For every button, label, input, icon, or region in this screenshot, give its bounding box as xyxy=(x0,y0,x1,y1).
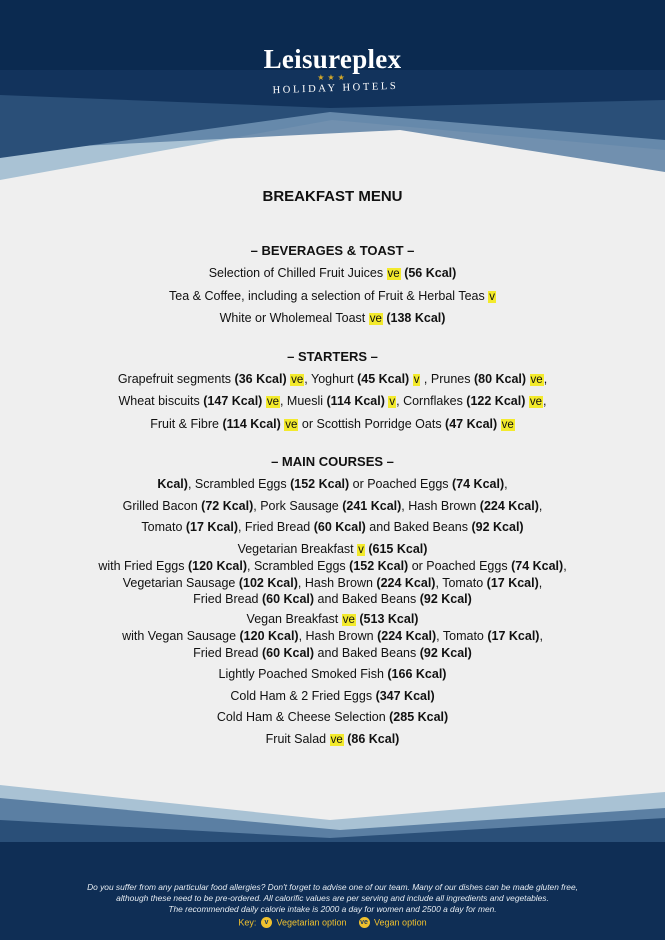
calorie-value: (120 Kcal) xyxy=(187,559,248,573)
allergy-notice xyxy=(0,882,665,915)
vegetarian-badge: v xyxy=(413,373,420,386)
calorie-value: Kcal) xyxy=(157,477,188,491)
calorie-value: (47 Kcal) xyxy=(445,416,498,431)
menu-line: Selection of Chilled Fruit Juices ve (56 Kcal) xyxy=(208,266,457,280)
calorie-value: (102 Kcal) xyxy=(238,575,298,590)
calorie-value: (138 Kcal) xyxy=(386,311,446,325)
section-title: – BEVERAGES & TOAST – xyxy=(250,243,415,258)
menu-line: Wheat biscuits (147 Kcal) ve, Muesli (114 Kcal) v, Cornflakes (122 Kcal) ve, xyxy=(118,394,547,408)
menu-line: Lightly Poached Smoked Fish (166 Kcal) xyxy=(218,667,447,681)
vegan-badge: ve xyxy=(369,313,382,325)
calorie-value: (17 Kcal) xyxy=(487,629,540,643)
section-main-courses xyxy=(0,454,665,751)
brand-subtitle: HOLIDAY HOTELS xyxy=(272,80,399,97)
calorie-value: (122 Kcal) xyxy=(466,394,526,408)
section-title: – STARTERS – xyxy=(287,348,378,364)
calorie-value: (166 Kcal) xyxy=(387,667,447,681)
key-item-label: Vegan option xyxy=(374,917,427,928)
vegan-badge: ve xyxy=(266,396,279,408)
vegan-badge: ve xyxy=(501,418,514,431)
calorie-value: (74 Kcal) xyxy=(511,559,564,573)
menu-title: BREAKFAST MENU xyxy=(262,188,403,205)
vegan-badge: ve xyxy=(342,613,355,626)
calorie-value: (92 Kcal) xyxy=(419,645,472,660)
calorie-value: (60 Kcal) xyxy=(261,645,315,660)
calorie-value: (114 Kcal) xyxy=(326,394,385,408)
footer-line: The recommended daily calorie intake is 2000 a day for women and 2500 a day for men. xyxy=(168,904,497,914)
calorie-value: (17 Kcal) xyxy=(185,520,238,534)
menu-line: Grapefruit segments (36 Kcal) ve, Yoghurt (45 Kcal) v , Prunes (80 Kcal) ve, xyxy=(117,371,548,386)
calorie-value: (60 Kcal) xyxy=(261,592,315,606)
vegetarian-badge: v xyxy=(489,290,495,303)
calorie-value: (347 Kcal) xyxy=(375,688,435,703)
vegan-icon: ve xyxy=(360,919,368,927)
calorie-value: (60 Kcal) xyxy=(313,520,366,534)
menu-line: Fried Bread (60 Kcal) and Baked Beans (92 Kcal) xyxy=(193,645,472,660)
calorie-value: (152 Kcal) xyxy=(349,559,409,573)
vegetarian-badge: v xyxy=(389,396,396,408)
calorie-value: (241 Kcal) xyxy=(342,498,402,513)
brand-logo xyxy=(0,44,665,97)
brand-name: Leisureplex xyxy=(263,44,402,74)
menu-line: Fruit & Fibre (114 Kcal) ve or Scottish Porridge Oats (47 Kcal) ve xyxy=(150,416,514,431)
calorie-value: (224 Kcal) xyxy=(376,575,436,590)
menu-line: Vegetarian Breakfast v (615 Kcal) xyxy=(237,541,428,556)
vegan-badge: ve xyxy=(530,373,543,386)
calorie-value: (36 Kcal) xyxy=(234,371,287,386)
menu-line: Grilled Bacon (72 Kcal), Pork Sausage (241 Kcal), Hash Brown (224 Kcal), xyxy=(122,498,543,513)
dietary-key xyxy=(0,917,665,928)
menu-body xyxy=(0,188,665,769)
menu-line: Vegetarian Sausage (102 Kcal), Hash Brown (224 Kcal), Tomato (17 Kcal), xyxy=(122,575,543,590)
calorie-value: (92 Kcal) xyxy=(471,520,524,534)
vegan-badge: ve xyxy=(330,733,343,746)
vegetarian-badge: v xyxy=(358,543,364,556)
calorie-value: (86 Kcal) xyxy=(347,731,400,746)
vegan-badge: ve xyxy=(387,268,400,280)
vegetarian-icon: v xyxy=(261,917,272,928)
calorie-value: (17 Kcal) xyxy=(486,575,539,590)
calorie-value: (285 Kcal) xyxy=(389,710,449,724)
menu-line: Tea & Coffee, including a selection of Fruit & Herbal Teas v xyxy=(169,288,495,303)
menu-line: Kcal), Scrambled Eggs (152 Kcal) or Poached Eggs (74 Kcal), xyxy=(157,477,508,491)
key-label: Key: xyxy=(238,917,257,928)
menu-line: with Fried Eggs (120 Kcal), Scrambled Eggs (152 Kcal) or Poached Eggs (74 Kcal), xyxy=(98,559,567,573)
calorie-value: (72 Kcal) xyxy=(201,498,254,513)
footer-line: Do you suffer from any particular food allergies? Don't forget to advise one of our team. Many of our dishes can be made gluten free, xyxy=(87,882,578,892)
key-item-label: Vegetarian option xyxy=(276,917,347,928)
footer-line: although these need to be pre-ordered. All calorific values are per serving and include all ingredients and vegetables. xyxy=(116,893,549,903)
calorie-value: (224 Kcal) xyxy=(479,498,539,513)
menu-line: Fried Bread (60 Kcal) and Baked Beans (92 Kcal) xyxy=(193,592,472,606)
vegan-badge: ve xyxy=(291,373,304,386)
footer-banner xyxy=(0,780,665,940)
menu-line: White or Wholemeal Toast ve (138 Kcal) xyxy=(219,311,446,325)
vegan-badge: ve xyxy=(529,396,542,408)
calorie-value: (114 Kcal) xyxy=(222,416,281,431)
calorie-value: (615 Kcal) xyxy=(368,541,428,556)
vegan-badge: ve xyxy=(285,418,298,431)
calorie-value: (45 Kcal) xyxy=(357,371,410,386)
menu-line: with Vegan Sausage (120 Kcal), Hash Brown (224 Kcal), Tomato (17 Kcal), xyxy=(122,629,543,643)
calorie-value: (224 Kcal) xyxy=(377,629,437,643)
section-title: – MAIN COURSES – xyxy=(271,454,394,469)
calorie-value: (120 Kcal) xyxy=(239,629,299,643)
menu-line: Fruit Salad ve (86 Kcal) xyxy=(265,731,400,746)
menu-line: Tomato (17 Kcal), Fried Bread (60 Kcal) and Baked Beans (92 Kcal) xyxy=(141,520,524,534)
calorie-value: (56 Kcal) xyxy=(404,266,457,280)
menu-line: Cold Ham & 2 Fried Eggs (347 Kcal) xyxy=(230,688,435,703)
calorie-value: (152 Kcal) xyxy=(290,477,350,491)
menu-line: Cold Ham & Cheese Selection (285 Kcal) xyxy=(216,710,449,724)
calorie-value: (92 Kcal) xyxy=(419,592,472,606)
menu-line: Vegan Breakfast ve (513 Kcal) xyxy=(246,611,419,626)
calorie-value: (80 Kcal) xyxy=(473,371,527,386)
calorie-value: (74 Kcal) xyxy=(452,477,505,491)
calorie-value: (513 Kcal) xyxy=(359,611,419,626)
section-starters xyxy=(0,349,665,437)
section-beverages xyxy=(0,243,665,331)
brand-stars: ★★★ xyxy=(317,73,348,82)
calorie-value: (147 Kcal) xyxy=(203,394,263,408)
